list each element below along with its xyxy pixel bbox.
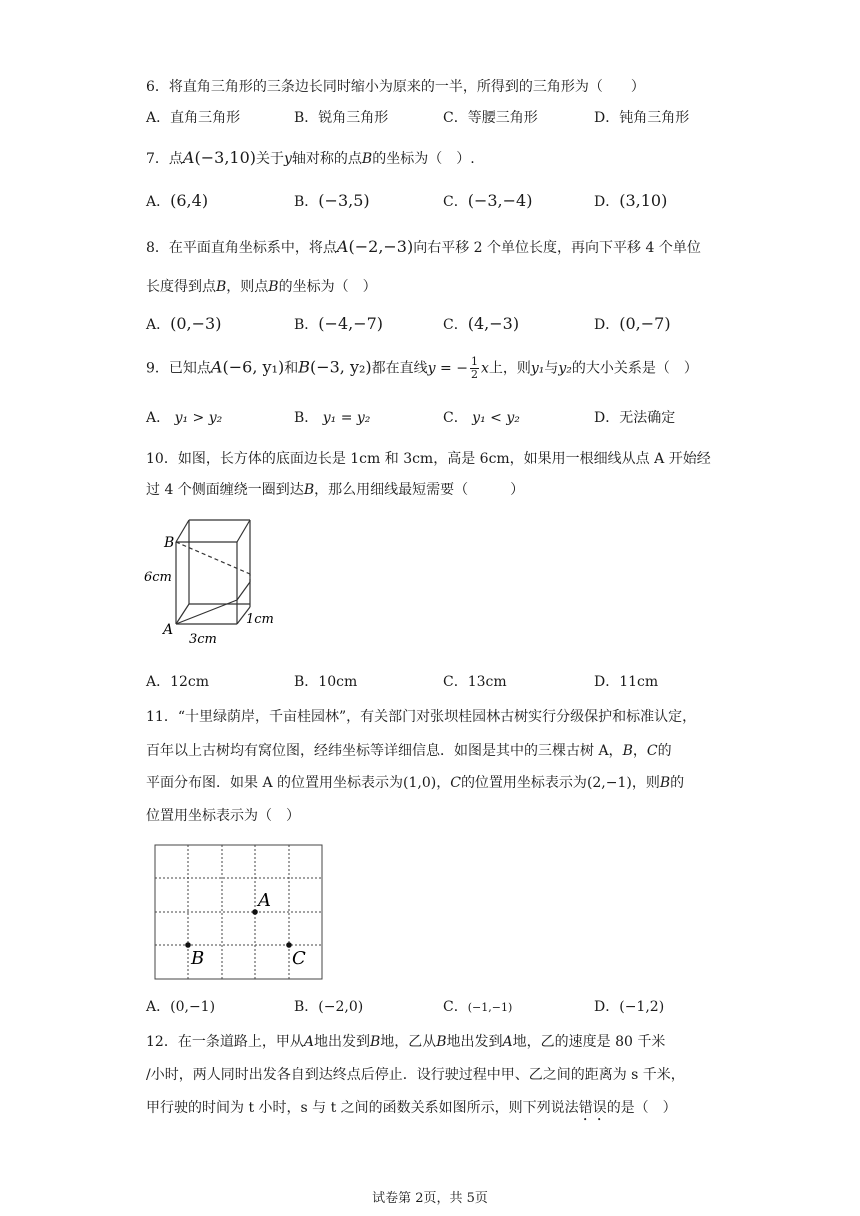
q7-point-b: B — [361, 151, 373, 167]
cuboid-label-height: 6cm — [144, 570, 172, 585]
q8-point-coord: (−2,−3) — [348, 237, 414, 256]
tree-label-c: C — [292, 948, 306, 969]
q9-stem: 9．已知点A(−6, y₁)和B(−3, y₂)都在直线y = − $\frac{1}{2}$ x上，则y₁与y₂的大小关系是（ ） — [146, 355, 698, 381]
q11-stem-line-1: 11．“十里绿荫岸，千亩桂园林”，有关部门对张坝桂园林古树实行分级保护和标准认定， — [146, 709, 697, 725]
q9-option-b: B． y₁ = y₂ — [294, 410, 371, 426]
q6-option-b: B．锐角三角形 — [294, 110, 389, 126]
tree-grid-figure — [150, 840, 330, 985]
q6-option-a: A．直角三角形 — [146, 110, 241, 126]
q8-option-b: B．(−4,−7) — [294, 314, 384, 333]
q6-stem: 6．将直角三角形的三条边长同时缩小为原来的一半，所得到的三角形为（ ） — [146, 79, 645, 95]
q6-option-d: D．钝角三角形 — [594, 110, 690, 126]
q7-option-d: D．(3,10) — [594, 191, 668, 210]
tree-point-b — [185, 942, 191, 948]
cuboid-label-depth: 1cm — [246, 612, 274, 627]
q8-stem-line-1: 8．在平面直角坐标系中，将点A(−2,−3)向右平移 2 个单位长度，再向下平移 4 个单位 — [146, 237, 701, 256]
q7-stem-number: 7．点 — [146, 151, 183, 167]
q11-stem-line-4: 位置用坐标表示为（ ） — [146, 808, 300, 824]
q9-option-d: D．无法确定 — [594, 410, 676, 426]
q11-stem-line-2: 百年以上古树均有窝位图，经纬坐标等详细信息．如图是其中的三棵古树 A，B，C的 — [146, 743, 672, 759]
q7-stem — [146, 148, 475, 168]
cuboid-label-b: B — [164, 535, 175, 551]
q7-axis: y — [284, 151, 292, 167]
tree-label-b: B — [191, 948, 205, 969]
q7-stem-text-3: 的坐标为（ ）. — [372, 151, 475, 167]
q11-option-a: A．(0,−1) — [146, 999, 216, 1015]
q10-stem-line-2: 过 4 个侧面缠绕一圈到达B，那么用细线最短需要（ ） — [146, 482, 525, 498]
q12-stem-line-1: 12．在一条道路上，甲从A地出发到B地，乙从B地出发到A地，乙的速度是 80 千米 — [146, 1034, 666, 1050]
q8-point-a: A — [336, 237, 349, 256]
tree-point-c — [286, 942, 292, 948]
q11-option-b: B．(−2,0) — [294, 999, 364, 1015]
q8-option-c: C．(4,−3) — [443, 314, 520, 333]
tree-point-a — [252, 909, 258, 915]
q8-option-a: A．(0,−3) — [146, 314, 222, 333]
q10-option-c: C．13cm — [443, 674, 507, 690]
q12-emphasis: 错误 — [578, 1100, 607, 1116]
q10-option-d: D．11cm — [594, 674, 659, 690]
q7-stem-text-2: 轴对称的点 — [291, 151, 362, 167]
q6-option-c: C．等腰三角形 — [443, 110, 538, 126]
q11-stem-line-3: 平面分布图．如果 A 的位置用坐标表示为(1,0)，C的位置用坐标表示为(2,−1)，则B的 — [146, 775, 685, 791]
q9-option-c: C． y₁ < y₂ — [443, 410, 520, 426]
q9-option-a: A． y₁ > y₂ — [146, 410, 223, 426]
q8-option-d: D．(0,−7) — [594, 314, 671, 333]
q7-point-coord: (−3,10) — [194, 148, 256, 167]
tree-label-a: A — [258, 890, 271, 911]
q10-stem-line-1: 10．如图，长方体的底面边长是 1cm 和 3cm，高是 6cm，如果用一根细线从点 A 开始经 — [146, 451, 711, 467]
q12-stem-line-3: 甲行驶的时间为 t 小时，s 与 t 之间的函数关系如图所示，则下列说法错误的是（ ） — [146, 1100, 677, 1116]
page-footer: 试卷第 2页，共 5页 — [372, 1191, 488, 1206]
q7-option-c: C．(−3,−4) — [443, 191, 533, 210]
cuboid-label-a: A — [163, 622, 174, 638]
q9-fraction: $\frac{1}{2}$ — [470, 355, 478, 381]
q9-equation: y = − — [427, 360, 468, 377]
q7-option-b: B．(−3,5) — [294, 191, 370, 210]
q7-point-a: A — [182, 148, 195, 167]
q12-stem-line-2: /小时，两人同时出发各自到达终点后停止．设行驶过程中甲、乙之间的距离为 s 千米， — [146, 1067, 685, 1083]
q11-option-d: D．(−1,2) — [594, 999, 665, 1015]
q10-option-a: A．12cm — [146, 674, 210, 690]
q7-option-a: A．(6,4) — [146, 191, 209, 210]
q7-stem-text: 关于 — [256, 151, 284, 167]
q8-stem-line-2: 长度得到点B，则点B的坐标为（ ） — [146, 279, 377, 295]
q11-option-c: C．(−1,−1) — [443, 999, 513, 1015]
q10-option-b: B．10cm — [294, 674, 358, 690]
cuboid-label-width: 3cm — [189, 632, 217, 647]
cuboid-figure — [140, 512, 290, 647]
